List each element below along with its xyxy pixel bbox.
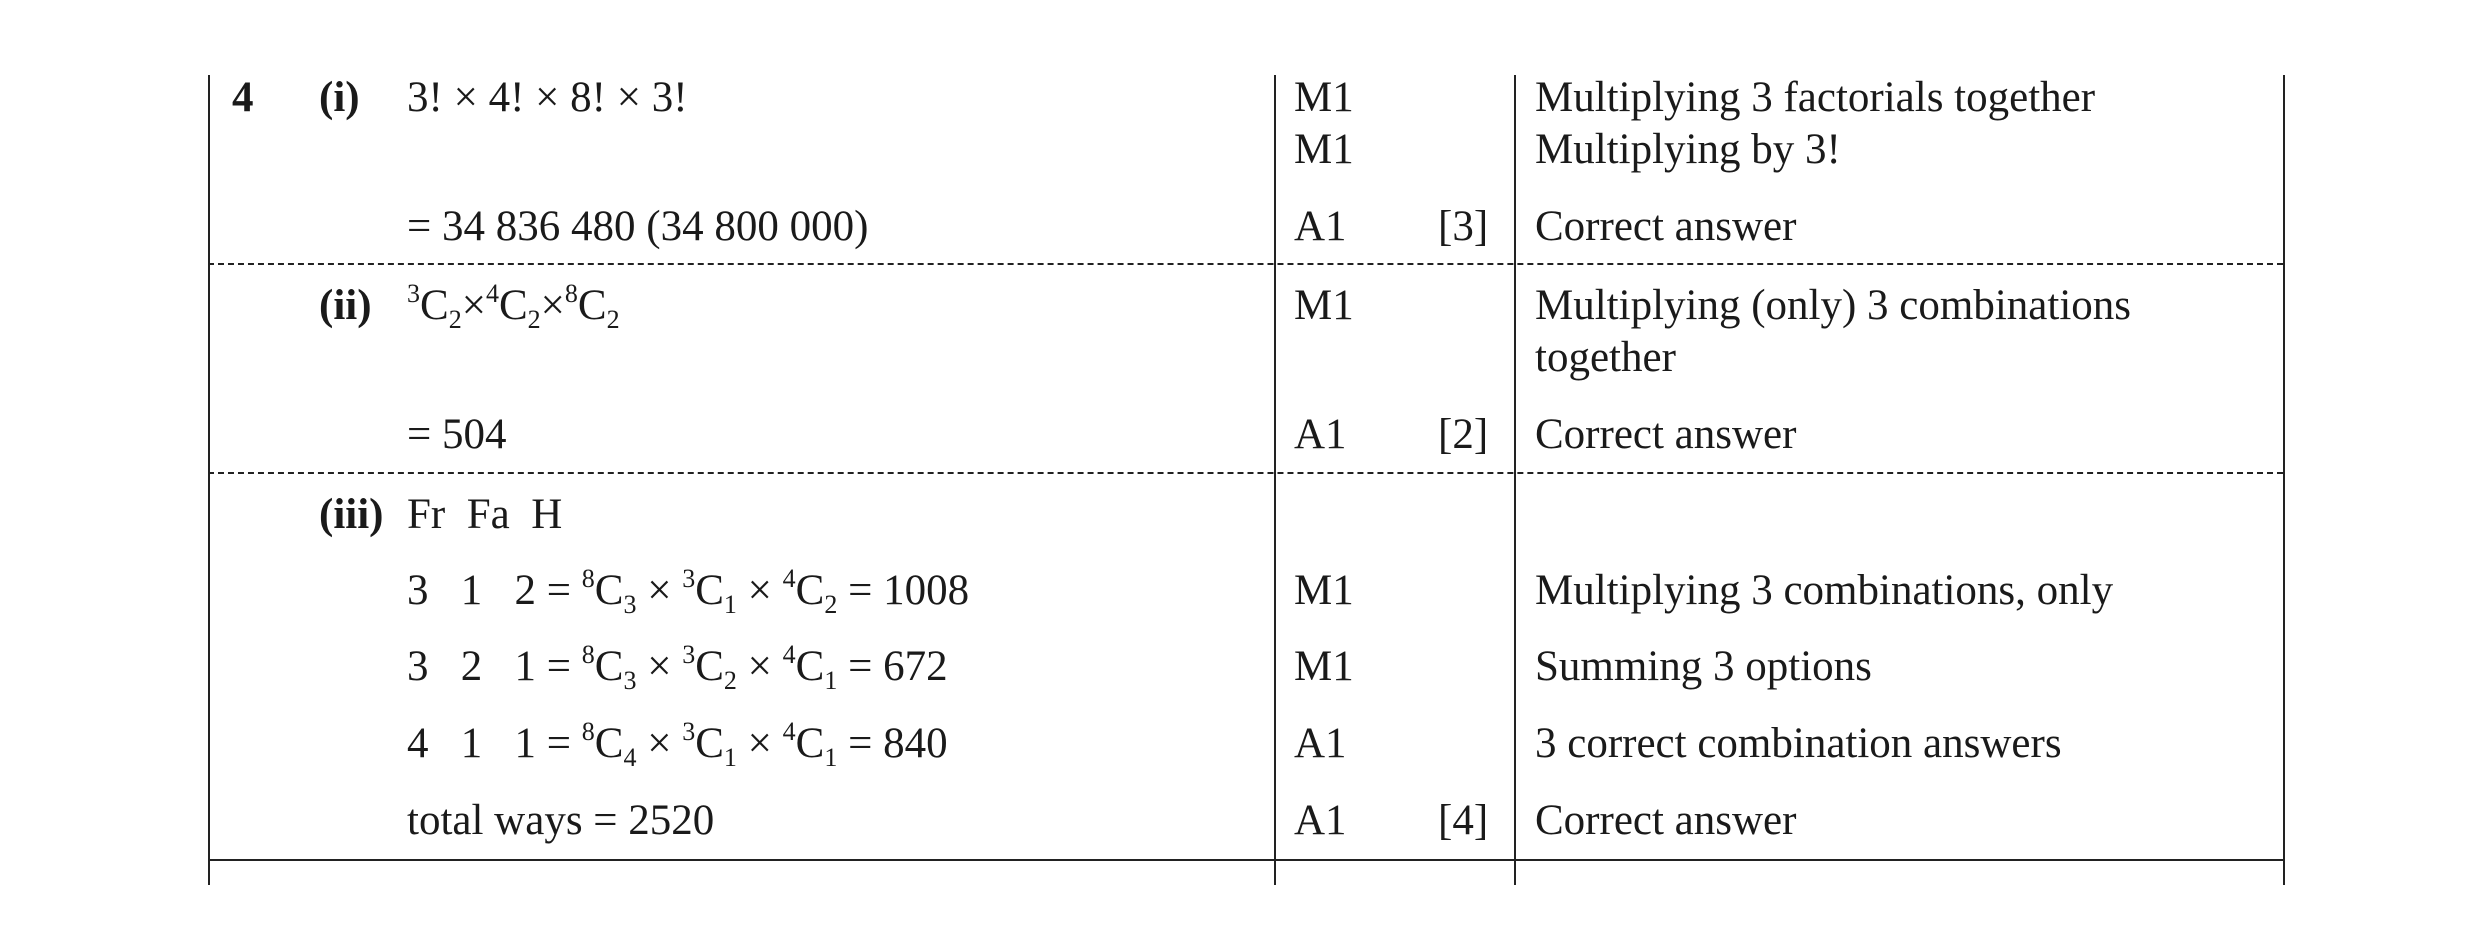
part-label-iii: (iii) xyxy=(319,491,384,538)
times-sign: × xyxy=(636,567,683,614)
combo-symbol: C xyxy=(795,720,825,767)
combo-result: = 840 xyxy=(837,720,948,767)
combo-r: 3 xyxy=(623,666,637,695)
divider-ii-iii xyxy=(208,472,2283,474)
comment-column-border xyxy=(1514,75,1516,885)
combo-n: 4 xyxy=(782,640,796,669)
mark-i-2: A1 xyxy=(1294,203,1347,250)
mark-ii-1: M1 xyxy=(1294,282,1354,329)
combo-symbol: C xyxy=(695,643,724,690)
times-sign: × xyxy=(636,720,683,767)
comment-ii-2: Correct answer xyxy=(1535,411,1797,458)
work-iii-header: Fr Fa H xyxy=(407,491,563,538)
mark-iii-3: A1 xyxy=(1294,720,1347,767)
mark-iii-1: M1 xyxy=(1294,567,1354,614)
combo-prefix: 3 1 2 = xyxy=(407,567,582,614)
combo-n: 3 xyxy=(682,564,696,593)
combo-r: 1 xyxy=(723,590,737,619)
combo-symbol: C xyxy=(795,643,825,690)
combo-n: 8 xyxy=(581,640,595,669)
combo-symbol: C xyxy=(695,567,724,614)
total-iii: [4] xyxy=(1438,797,1489,844)
combo-r: 1 xyxy=(824,743,838,772)
left-border xyxy=(208,75,210,885)
part-label-i: (i) xyxy=(319,74,360,121)
combo-symbol: C xyxy=(594,567,624,614)
work-iii-3 xyxy=(407,717,948,772)
question-number: 4 xyxy=(232,74,254,121)
combo-n: 8 xyxy=(581,717,595,746)
combo-symbol: C xyxy=(695,720,724,767)
comment-iii-4: Correct answer xyxy=(1535,797,1797,844)
work-ii-2: = 504 xyxy=(407,411,507,458)
comment-i-1b: Multiplying by 3! xyxy=(1535,126,1841,173)
work-ii-1: $^3C_2\times^4C_2\times^8C_2$ xyxy=(407,279,620,334)
mark-i-1b: M1 xyxy=(1294,126,1354,173)
combo-n: 8 xyxy=(581,564,595,593)
right-border xyxy=(2283,75,2285,885)
work-i-2: = 34 836 480 (34 800 000) xyxy=(407,203,869,250)
divider-i-ii xyxy=(208,263,2283,265)
combo-r: 2 xyxy=(824,590,838,619)
work-iii-1 xyxy=(407,564,970,619)
total-ii: [2] xyxy=(1438,411,1489,458)
combo-r: 1 xyxy=(723,743,737,772)
combo-result: = 1008 xyxy=(837,567,970,614)
mark-iii-4: A1 xyxy=(1294,797,1347,844)
work-iii-4: total ways = 2520 xyxy=(407,797,715,844)
comment-i-2: Correct answer xyxy=(1535,203,1797,250)
combo-r: 2 xyxy=(723,666,737,695)
combo-n: 4 xyxy=(782,564,796,593)
combo-r: 4 xyxy=(623,743,637,772)
comment-iii-2: Summing 3 options xyxy=(1535,643,1872,690)
mark-iii-2: M1 xyxy=(1294,643,1354,690)
work-iii-2 xyxy=(407,640,948,695)
combo-n: 3 xyxy=(682,717,696,746)
comment-iii-1: Multiplying 3 combinations, only xyxy=(1535,567,2114,614)
bottom-border xyxy=(208,859,2283,861)
combo-r: 1 xyxy=(824,666,838,695)
comment-iii-3: 3 correct combination answers xyxy=(1535,720,2062,767)
times-sign: × xyxy=(736,567,783,614)
comment-i-1a: Multiplying 3 factorials together xyxy=(1535,74,2096,121)
mark-i-1a: M1 xyxy=(1294,74,1354,121)
work-i-1: 3! × 4! × 8! × 3! xyxy=(407,74,688,121)
times-sign: × xyxy=(736,720,783,767)
combo-symbol: C xyxy=(594,643,624,690)
combo-symbol: C xyxy=(594,720,624,767)
combo-prefix: 4 1 1 = xyxy=(407,720,582,767)
total-i: [3] xyxy=(1438,203,1489,250)
times-sign: × xyxy=(636,643,683,690)
combo-n: 4 xyxy=(782,717,796,746)
mark-ii-2: A1 xyxy=(1294,411,1347,458)
combo-r: 3 xyxy=(623,590,637,619)
combo-result: = 672 xyxy=(837,643,948,690)
combo-prefix: 3 2 1 = xyxy=(407,643,582,690)
combo-symbol: C xyxy=(795,567,825,614)
part-label-ii: (ii) xyxy=(319,282,372,329)
comment-ii-1b: together xyxy=(1535,334,1676,381)
combo-n: 3 xyxy=(682,640,696,669)
mark-column-border xyxy=(1274,75,1276,885)
comment-ii-1a: Multiplying (only) 3 combinations xyxy=(1535,282,2131,329)
times-sign: × xyxy=(736,643,783,690)
